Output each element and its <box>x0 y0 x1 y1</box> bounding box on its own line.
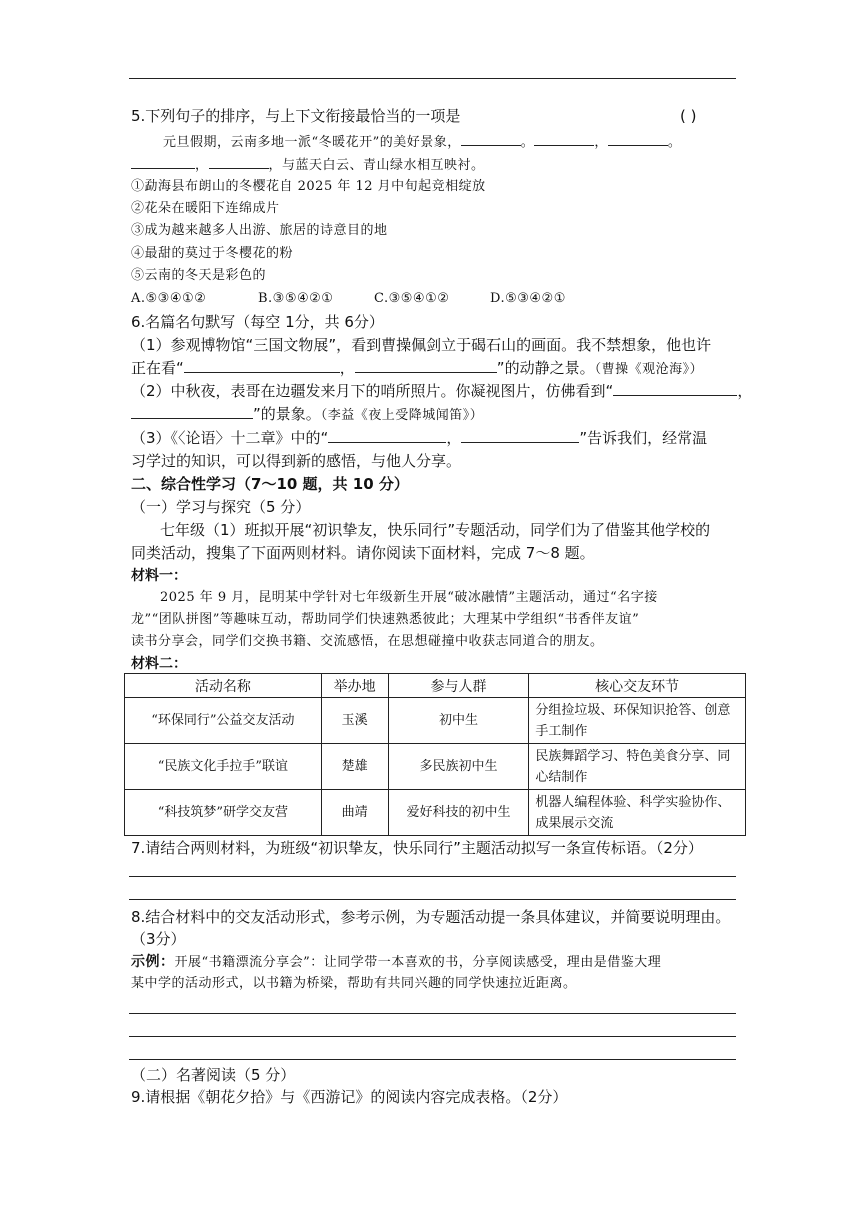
table-cell: 机器人编程体验、科学实验协作、成果展示交流 <box>529 790 746 836</box>
q5-context-b: ，与蓝天白云、青山绿水相互映衬。 <box>268 158 485 173</box>
q8-example-line2: 某中学的活动形式，以书籍为桥梁，帮助有共同兴趣的同学快速拉近距离。 <box>131 976 577 991</box>
q8-answer-line-1[interactable] <box>129 1013 736 1014</box>
q7-answer-line-1[interactable] <box>129 876 736 877</box>
table-row <box>125 744 746 790</box>
q6-part2-post: ”的景象。 <box>253 405 321 423</box>
q6-part3-line1 <box>131 428 707 448</box>
table-cell: “民族文化手拉手”联谊 <box>125 744 322 790</box>
table-cell: 多民族初中生 <box>388 744 529 790</box>
table-cell: 分组捡垃圾、环保知识抢答、创意手工制作 <box>529 698 746 744</box>
q6-blank-5 <box>328 428 446 443</box>
q6-part2-line1 <box>131 381 752 401</box>
q6-blank-6 <box>461 428 579 443</box>
q5-option-5: ⑤云南的冬天是彩色的 <box>131 268 267 283</box>
q8-example-label: 示例： <box>131 954 175 970</box>
table-cell: 民族舞蹈学习、特色美食分享、同心结制作 <box>529 744 746 790</box>
material1-line2: 龙”“团队拼图”等趣味互动，帮助同学们快速熟悉彼此；大理某中学组织“书香伴友谊” <box>131 612 640 627</box>
q6-part1-pre: 正在看“ <box>131 359 184 377</box>
q5-blank-1 <box>461 131 521 146</box>
q5-sep-3: 。 <box>667 135 682 150</box>
q6-part1-post: ”的动静之景。 <box>496 359 595 377</box>
table-cell: “科技筑梦”研学交友营 <box>125 790 322 836</box>
q6-part3-mid: ， <box>446 429 462 447</box>
table-cell: 爱好科技的初中生 <box>388 790 529 836</box>
q5-answer-paren: ( ) <box>680 107 697 125</box>
q6-part3-pre: （3）《〈论语〉十二章》中的“ <box>131 429 329 447</box>
q8-example-text: 开展“书籍漂流分享会”：让同学带一本喜欢的书，分享阅读感受，理由是借鉴大理 <box>174 955 662 970</box>
q6-blank-2 <box>355 358 497 373</box>
q6-part2-source: （李益《夜上受降城闻笛》） <box>320 408 484 423</box>
q5-sep-4: ， <box>195 158 209 173</box>
q5-blank-5 <box>209 154 269 169</box>
material2-title: 材料二： <box>131 656 187 672</box>
section2-intro-line1: 七年级（1）班拟开展“初识挚友，快乐同行”专题活动，同学们为了借鉴其他学校的 <box>160 521 711 539</box>
q8-example-line1 <box>131 952 661 973</box>
table-row <box>125 790 746 836</box>
material1-line1: 2025 年 9 月，昆明某中学针对七年级新生开展“破冰融情”主题活动，通过“名字接 <box>160 590 658 605</box>
q5-blank-4 <box>131 154 195 169</box>
q6-part1-source: （曹操《观沧海》） <box>594 362 704 377</box>
q7-stem: 7.请结合两则材料，为班级“初识挚友，快乐同行”主题活动拟写一条宣传标语。（2分） <box>131 839 703 857</box>
q6-part2-line2 <box>131 404 483 426</box>
q6-stem: 6.名篇名句默写（每空 1分，共 6分） <box>131 313 384 331</box>
section2-intro-line2: 同类活动，搜集了下面两则材料。请你阅读下面材料，完成 7～8 题。 <box>131 544 595 562</box>
table-header-cell: 活动名称 <box>125 674 322 698</box>
q5-choice-c: C.③⑤④①② <box>374 291 450 306</box>
q5-context-a: 元旦假期，云南多地一派“冬暖花开”的美好景象， <box>163 135 461 150</box>
q5-choice-a: A.⑤③④①② <box>131 291 207 306</box>
q5-choice-d: D.⑤③④②① <box>490 291 566 306</box>
q9-stem: 9.请根据《朝花夕拾》与《西游记》的阅读内容完成表格。（2分） <box>131 1088 568 1106</box>
q6-blank-1 <box>184 358 340 373</box>
q6-part2-pre: （2）中秋夜，表哥在边疆发来月下的哨所照片。你凝视图片，仿佛看到“ <box>131 382 614 400</box>
q6-part1-mid: ， <box>339 359 355 377</box>
table-header-row <box>125 674 746 698</box>
table-cell: “环保同行”公益交友活动 <box>125 698 322 744</box>
table-cell: 初中生 <box>388 698 529 744</box>
q5-option-4: ④最甜的莫过于冬樱花的粉 <box>131 246 294 261</box>
q6-part1-line1: （1）参观博物馆“三国文物展”，看到曹操佩剑立于碣石山的画面。我不禁想象，他也许 <box>131 336 712 354</box>
q5-sep-2: ， <box>594 135 608 150</box>
q5-context-line2 <box>131 154 485 176</box>
section2-title: 二、综合性学习（7～10 题，共 10 分） <box>131 475 409 493</box>
q6-part3-post: ”告诉我们，经常温 <box>579 429 708 447</box>
q7-answer-line-2[interactable] <box>129 899 736 900</box>
section2-sub2: （二）名著阅读（5 分） <box>131 1066 296 1084</box>
q6-blank-4 <box>131 404 253 419</box>
q8-answer-line-3[interactable] <box>129 1059 736 1060</box>
q5-blank-3 <box>608 131 668 146</box>
q5-stem: 5.下列句子的排序，与上下文衔接最恰当的一项是 <box>131 107 461 125</box>
q5-option-3: ③成为越来越多人出游、旅居的诗意目的地 <box>131 223 388 238</box>
q5-option-2: ②花朵在暖阳下连绵成片 <box>131 201 280 216</box>
table-header-cell: 举办地 <box>321 674 388 698</box>
top-rule <box>129 78 736 79</box>
q5-context-line1 <box>163 131 681 153</box>
q8-answer-line-2[interactable] <box>129 1036 736 1037</box>
table-header-cell: 核心交友环节 <box>529 674 746 698</box>
q5-choice-b: B.③⑤④②① <box>258 291 334 306</box>
q5-blank-2 <box>534 131 594 146</box>
q5-sep-1: 。 <box>520 135 535 150</box>
q8-stem-line2: （3分） <box>131 930 186 948</box>
activity-table <box>124 673 746 836</box>
material1-title: 材料一： <box>131 568 187 584</box>
table-cell: 曲靖 <box>321 790 388 836</box>
section2-sub1: （一）学习与探究（5 分） <box>131 498 311 516</box>
q8-stem-line1: 8.结合材料中的交友活动形式，参考示例，为专题活动提一条具体建议，并简要说明理由。 <box>131 908 731 926</box>
table-header-cell: 参与人群 <box>388 674 529 698</box>
table-row <box>125 698 746 744</box>
q6-part2-end: ， <box>737 382 753 400</box>
q5-option-1: ①勐海县布朗山的冬樱花自 2025 年 12 月中旬起竞相绽放 <box>131 179 486 194</box>
table-cell: 玉溪 <box>321 698 388 744</box>
q6-part1-line2 <box>131 358 703 380</box>
table-cell: 楚雄 <box>321 744 388 790</box>
q6-blank-3 <box>613 381 737 396</box>
material1-line3: 读书分享会，同学们交换书籍、交流感悟，在思想碰撞中收获志同道合的朋友。 <box>131 634 604 649</box>
q6-part3-line2: 习学过的知识，可以得到新的感悟，与他人分享。 <box>131 452 462 470</box>
